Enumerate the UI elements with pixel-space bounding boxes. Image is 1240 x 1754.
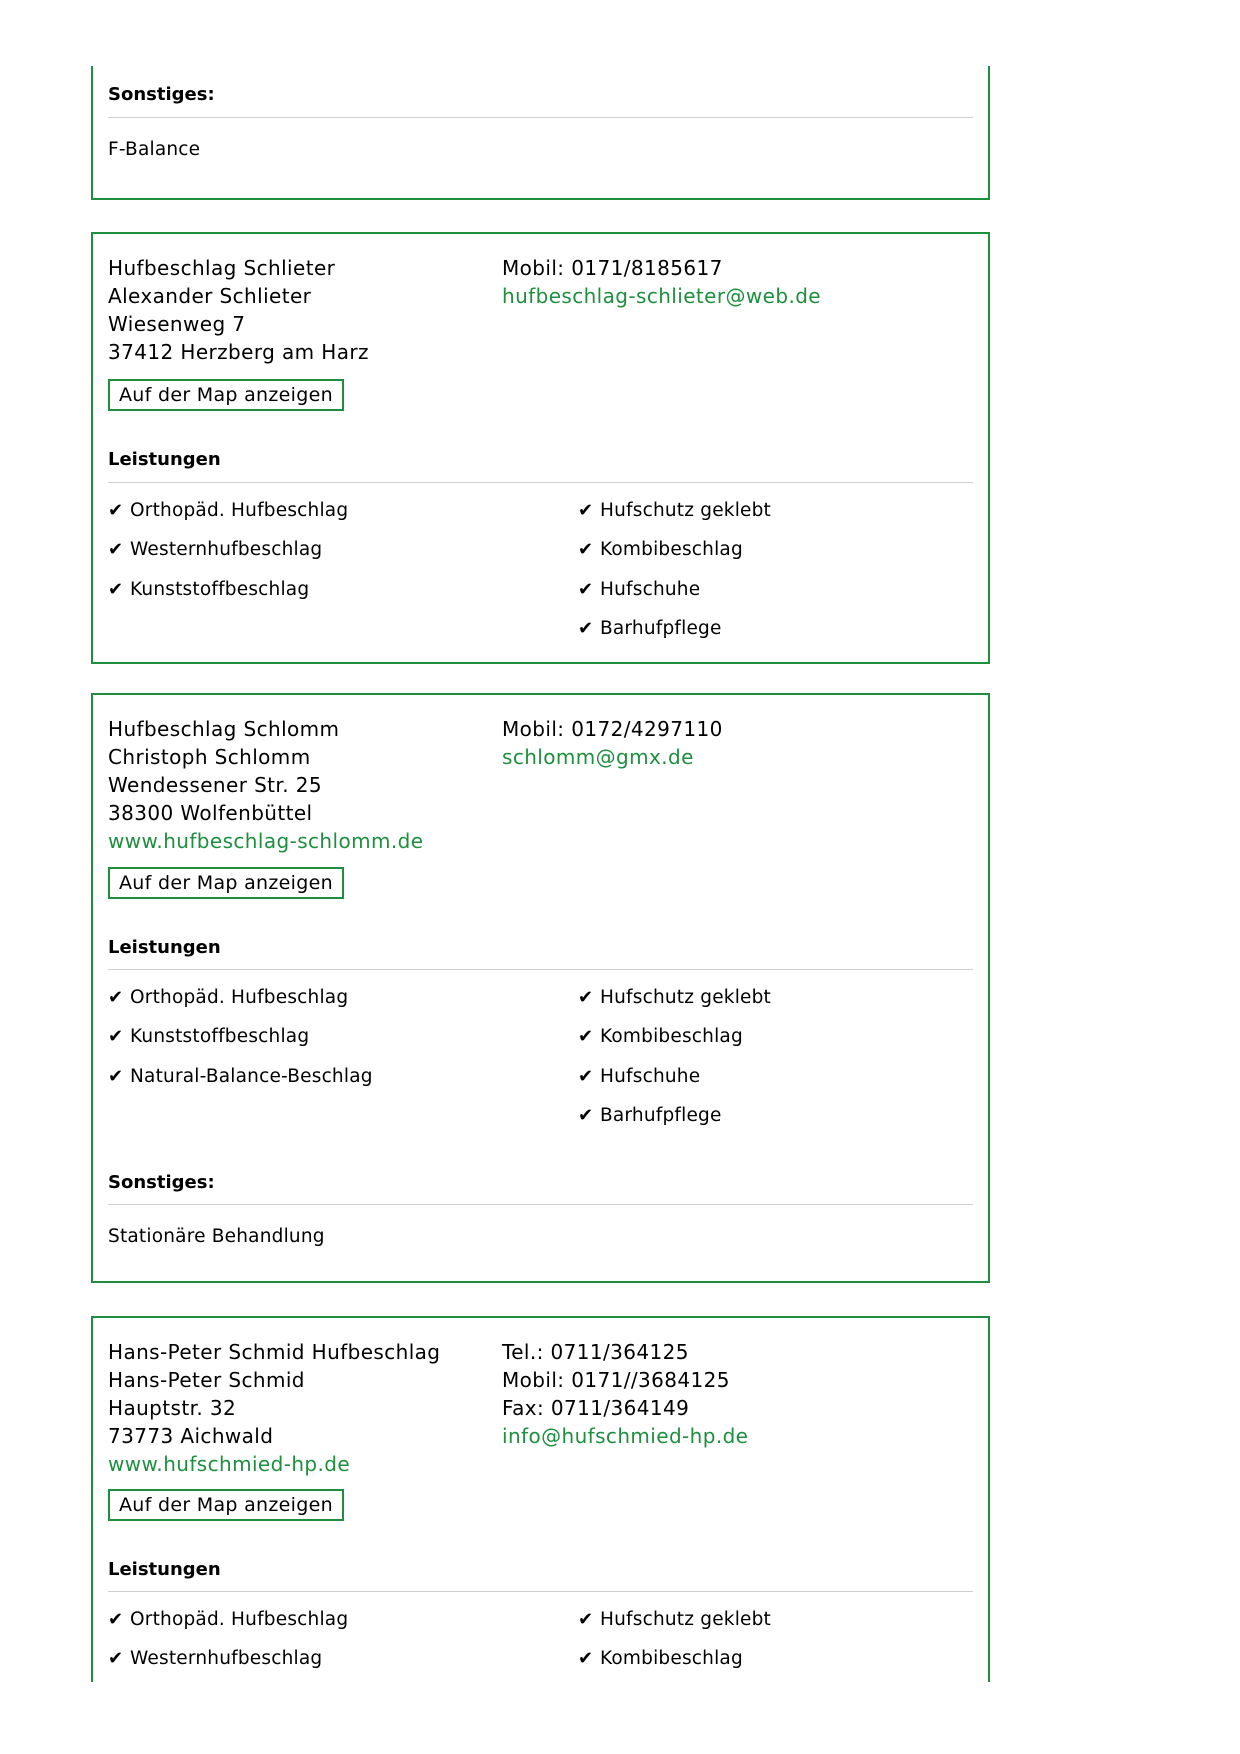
- divider: [108, 1204, 973, 1205]
- contact-details: [502, 254, 821, 310]
- show-on-map-button[interactable]: Auf der Map anzeigen: [108, 1489, 344, 1521]
- check-icon: ✔: [108, 1026, 124, 1047]
- check-icon: ✔: [578, 618, 594, 639]
- address: [108, 254, 369, 366]
- check-icon: ✔: [578, 1066, 594, 1087]
- street: Hauptstr. 32: [108, 1396, 237, 1420]
- provider-card: [91, 1316, 990, 1682]
- other-heading: Sonstiges:: [108, 1172, 215, 1193]
- check-icon: ✔: [108, 539, 124, 560]
- service-item: ✔ Westernhufbeschlag: [108, 1648, 323, 1669]
- city: 38300 Wolfenbüttel: [108, 801, 313, 825]
- service-item: ✔ Hufschutz geklebt: [578, 1609, 772, 1630]
- show-on-map-button[interactable]: Auf der Map anzeigen: [108, 867, 344, 899]
- check-icon: ✔: [578, 579, 594, 600]
- other-text: F-Balance: [108, 139, 201, 160]
- service-item: ✔ Kombibeschlag: [578, 1648, 743, 1669]
- service-item: ✔ Hufschutz geklebt: [578, 987, 772, 1008]
- street: Wiesenweg 7: [108, 312, 246, 336]
- check-icon: ✔: [578, 1609, 594, 1630]
- provider-card: [91, 232, 990, 664]
- service-item: ✔ Barhufpflege: [578, 1105, 722, 1126]
- service-item: ✔ Natural-Balance-Beschlag: [108, 1066, 373, 1087]
- services-heading: Leistungen: [108, 449, 221, 470]
- divider: [108, 482, 973, 483]
- address: [108, 1338, 440, 1478]
- service-item: ✔ Kombibeschlag: [578, 539, 743, 560]
- contact-details: [502, 715, 723, 771]
- contact-block: [108, 254, 973, 454]
- person-name: Alexander Schlieter: [108, 284, 312, 308]
- mobile-number: Mobil: 0172/4297110: [502, 717, 723, 741]
- check-icon: ✔: [108, 1609, 124, 1630]
- city: 37412 Herzberg am Harz: [108, 340, 369, 364]
- service-item: ✔ Orthopäd. Hufbeschlag: [108, 987, 349, 1008]
- address: [108, 715, 423, 855]
- service-item: ✔ Hufschuhe: [578, 1066, 701, 1087]
- divider: [108, 969, 973, 970]
- check-icon: ✔: [578, 987, 594, 1008]
- divider: [108, 1591, 973, 1592]
- email-link[interactable]: hufbeschlag-schlieter@web.de: [502, 284, 822, 308]
- website-link[interactable]: www.hufbeschlag-schlomm.de: [108, 829, 424, 853]
- fax-number: Fax: 0711/364149: [502, 1396, 690, 1420]
- person-name: Christoph Schlomm: [108, 745, 311, 769]
- check-icon: ✔: [108, 500, 124, 521]
- service-item: ✔ Hufschutz geklebt: [578, 500, 772, 521]
- email-link[interactable]: info@hufschmied-hp.de: [502, 1424, 749, 1448]
- check-icon: ✔: [108, 987, 124, 1008]
- person-name: Hans-Peter Schmid: [108, 1368, 305, 1392]
- business-name: Hufbeschlag Schlomm: [108, 717, 340, 741]
- service-item: ✔ Kunststoffbeschlag: [108, 1026, 310, 1047]
- check-icon: ✔: [108, 1648, 124, 1669]
- street: Wendessener Str. 25: [108, 773, 322, 797]
- service-item: ✔ Kombibeschlag: [578, 1026, 743, 1047]
- mobile-number: Mobil: 0171//3684125: [502, 1368, 730, 1392]
- phone-number: Tel.: 0711/364125: [502, 1340, 689, 1364]
- provider-card: [91, 66, 990, 200]
- other-text: Stationäre Behandlung: [108, 1226, 325, 1247]
- service-item: ✔ Orthopäd. Hufbeschlag: [108, 1609, 349, 1630]
- check-icon: ✔: [578, 1026, 594, 1047]
- service-item: ✔ Westernhufbeschlag: [108, 539, 323, 560]
- business-name: Hans-Peter Schmid Hufbeschlag: [108, 1340, 441, 1364]
- mobile-number: Mobil: 0171/8185617: [502, 256, 723, 280]
- divider: [108, 117, 973, 118]
- services-heading: Leistungen: [108, 937, 221, 958]
- provider-card: [91, 693, 990, 1283]
- services-heading: Leistungen: [108, 1559, 221, 1580]
- check-icon: ✔: [578, 500, 594, 521]
- show-on-map-button[interactable]: Auf der Map anzeigen: [108, 379, 344, 411]
- contact-details: [502, 1338, 748, 1450]
- city: 73773 Aichwald: [108, 1424, 274, 1448]
- service-item: ✔ Barhufpflege: [578, 618, 722, 639]
- service-item: ✔ Hufschuhe: [578, 579, 701, 600]
- check-icon: ✔: [578, 1105, 594, 1126]
- business-name: Hufbeschlag Schlieter: [108, 256, 336, 280]
- website-link[interactable]: www.hufschmied-hp.de: [108, 1452, 351, 1476]
- service-item: ✔ Kunststoffbeschlag: [108, 579, 310, 600]
- check-icon: ✔: [578, 1648, 594, 1669]
- service-item: ✔ Orthopäd. Hufbeschlag: [108, 500, 349, 521]
- check-icon: ✔: [578, 539, 594, 560]
- check-icon: ✔: [108, 579, 124, 600]
- email-link[interactable]: schlomm@gmx.de: [502, 745, 694, 769]
- other-heading: Sonstiges:: [108, 84, 215, 105]
- check-icon: ✔: [108, 1066, 124, 1087]
